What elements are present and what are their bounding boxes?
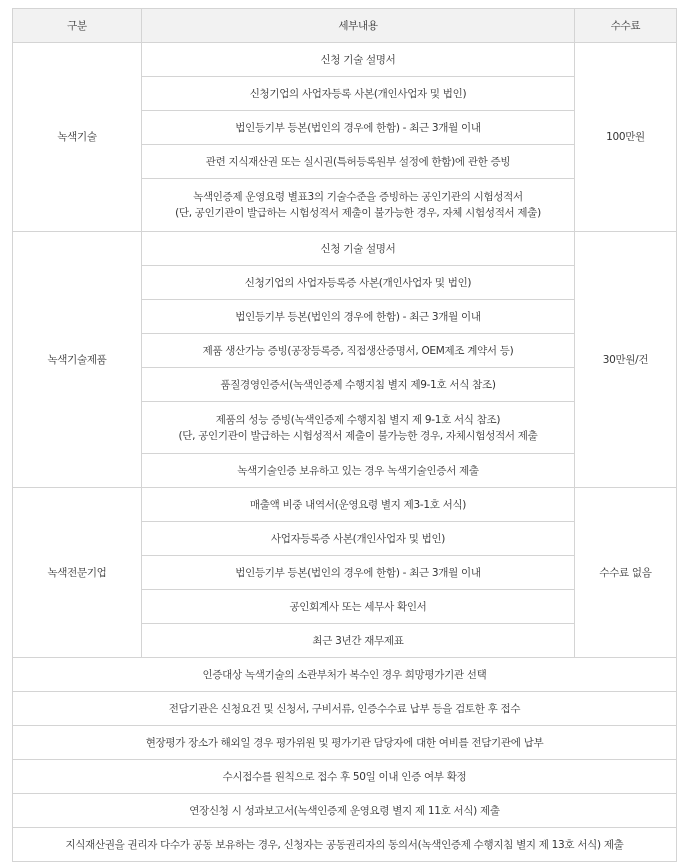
detail-line: 녹색인증제 운영요령 별표3의 기술수준을 증빙하는 공인기관의 시험성적서 — [193, 191, 523, 203]
note-cell: 지식재산권을 권리자 다수가 공동 보유하는 경우, 신청자는 공동권리자의 동의서(녹색인증제 수행지침 별지 제 13호 서식) 제출 — [13, 828, 677, 862]
note-cell: 수시접수를 원칙으로 접수 후 50일 이내 인증 여부 확정 — [13, 760, 677, 794]
note-cell: 전담기관은 신청요건 및 신청서, 구비서류, 인증수수료 납부 등을 검토한 후 접수 — [13, 692, 677, 726]
section-fee: 100만원 — [575, 43, 677, 232]
detail-cell: 공인회계사 또는 세무사 확인서 — [142, 590, 575, 624]
table-row — [13, 488, 677, 522]
detail-cell: 신청기업의 사업자등록 사본(개인사업자 및 법인) — [142, 77, 575, 111]
table-body — [13, 43, 677, 862]
detail-line: 제품의 성능 증빙(녹색인증제 수행지침 별지 제 9-1호 서식 참조) — [215, 413, 501, 426]
detail-cell: 사업자등록증 사본(개인사업자 및 법인) — [142, 522, 575, 556]
detail-cell: 녹색기술인증 보유하고 있는 경우 녹색기술인증서 제출 — [142, 454, 575, 488]
table-row — [13, 43, 677, 77]
detail-line: (단, 공인기관이 발급하는 시험성적서 제출이 불가능한 경우, 자체시험성적서 제출 — [178, 429, 538, 442]
note-row — [13, 760, 677, 794]
detail-cell: 최근 3년간 재무제표 — [142, 624, 575, 658]
section-category: 녹색전문기업 — [13, 488, 142, 658]
detail-cell: 법인등기부 등본(법인의 경우에 한함) - 최근 3개월 이내 — [142, 300, 575, 334]
detail-cell: 법인등기부 등본(법인의 경우에 한함) - 최근 3개월 이내 — [142, 111, 575, 145]
detail-cell: 품질경영인증서(녹색인증제 수행지침 별지 제9-1호 서식 참조) — [142, 368, 575, 402]
note-row — [13, 828, 677, 862]
header-category: 구분 — [13, 9, 142, 43]
section-fee: 30만원/건 — [575, 232, 677, 488]
note-cell: 연장신청 시 성과보고서(녹색인증제 운영요령 별지 제 11호 서식) 제출 — [13, 794, 677, 828]
note-cell: 현장평가 장소가 해외일 경우 평가위원 및 평가기관 담당자에 대한 여비를 전담기관에 납부 — [13, 726, 677, 760]
fee-table — [12, 8, 677, 862]
detail-cell: 관련 지식재산권 또는 실시권(특허등록원부 설정에 한함)에 관한 증빙 — [142, 145, 575, 179]
detail-cell: 제품 생산가능 증빙(공장등록증, 직접생산증명서, OEM제조 계약서 등) — [142, 334, 575, 368]
section-fee: 수수료 없음 — [575, 488, 677, 658]
detail-cell: 신청 기술 설명서 — [142, 232, 575, 266]
detail-cell: 신청 기술 설명서 — [142, 43, 575, 77]
detail-cell: 법인등기부 등본(법인의 경우에 한함) - 최근 3개월 이내 — [142, 556, 575, 590]
detail-cell — [142, 402, 575, 454]
note-cell: 인증대상 녹색기술의 소관부처가 복수인 경우 희망평가기관 선택 — [13, 658, 677, 692]
detail-cell: 매출액 비중 내역서(운영요령 별지 제3-1호 서식) — [142, 488, 575, 522]
header-details: 세부내용 — [142, 9, 575, 43]
detail-cell: 신청기업의 사업자등록증 사본(개인사업자 및 법인) — [142, 266, 575, 300]
section-category: 녹색기술 — [13, 43, 142, 232]
note-row — [13, 794, 677, 828]
detail-cell — [142, 179, 575, 232]
header-row — [13, 9, 677, 43]
section-category: 녹색기술제품 — [13, 232, 142, 488]
header-fee: 수수료 — [575, 9, 677, 43]
detail-line: (단, 공인기관이 발급하는 시험성적서 제출이 불가능한 경우, 자체 시험성적서 제출) — [175, 207, 541, 219]
note-row — [13, 692, 677, 726]
table-row — [13, 232, 677, 266]
note-row — [13, 726, 677, 760]
note-row — [13, 658, 677, 692]
